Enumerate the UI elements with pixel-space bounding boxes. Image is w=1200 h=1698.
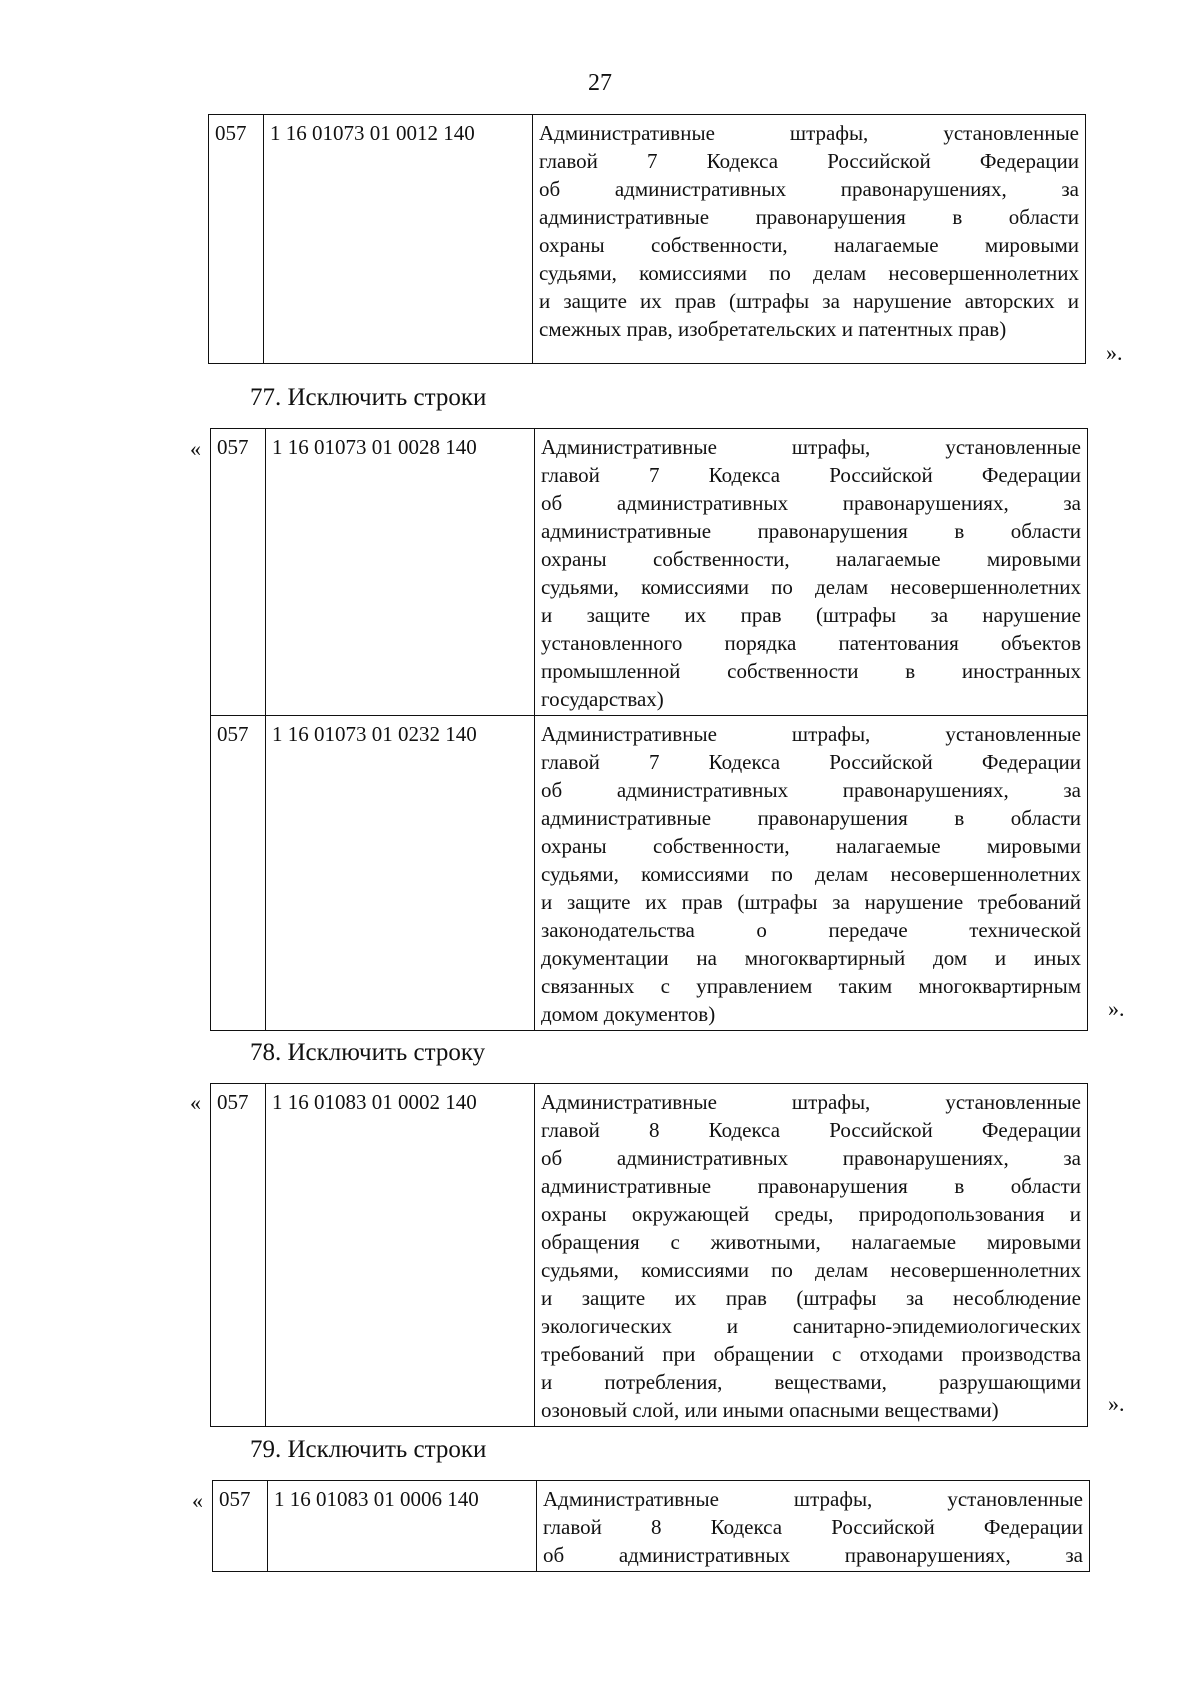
opening-quote: « xyxy=(190,436,201,461)
cell-kbk: 1 16 01083 01 0006 140 xyxy=(268,1481,537,1572)
description-line: Административные штрафы, установленные xyxy=(541,722,1081,746)
description-line: и потребления, веществами, разрушающими xyxy=(541,1370,1081,1394)
description-line: и защите их прав (штрафы за нарушение требований xyxy=(541,890,1081,914)
description-line: Административные штрафы, установленные xyxy=(541,1090,1081,1114)
cell-code: 057 xyxy=(211,716,266,1031)
cell-code: 057 xyxy=(211,429,266,716)
cell-kbk: 1 16 01083 01 0002 140 xyxy=(266,1084,535,1427)
table-row xyxy=(211,716,1088,1031)
description-line: об административных правонарушениях, за xyxy=(541,491,1081,515)
description-line: главой 8 Кодекса Российской Федерации xyxy=(541,1118,1081,1142)
cell-code: 057 xyxy=(213,1481,268,1572)
description-line: озоновый слой, или иными опасными веществами) xyxy=(541,1398,999,1422)
description-line: об административных правонарушениях, за xyxy=(541,778,1081,802)
opening-quote: « xyxy=(190,1090,201,1115)
closing-quote: ». xyxy=(1106,340,1123,365)
description-line: судьями, комиссиями по делам несовершеннолетних xyxy=(541,1258,1081,1282)
cell-description xyxy=(535,429,1088,716)
description-line: документации на многоквартирный дом и иных xyxy=(541,946,1081,970)
cell-description xyxy=(535,1084,1088,1427)
description-line: государствах) xyxy=(541,687,664,711)
heading-79: 79. Исключить строки xyxy=(250,1436,487,1463)
cell-kbk: 1 16 01073 01 0028 140 xyxy=(266,429,535,716)
description-line: обращения с животными, налагаемые мировыми xyxy=(541,1230,1081,1254)
description-line: требований при обращении с отходами производства xyxy=(541,1342,1081,1366)
description-line: смежных прав, изобретательских и патентных прав) xyxy=(539,317,1007,341)
description-line: об административных правонарушениях, за xyxy=(543,1543,1083,1567)
description-line: судьями, комиссиями по делам несовершеннолетних xyxy=(539,261,1079,285)
cell-code: 057 xyxy=(209,115,264,364)
description-line: и защите их прав (штрафы за нарушение авторских и xyxy=(539,289,1079,313)
description-line: и защите их прав (штрафы за несоблюдение xyxy=(541,1286,1081,1310)
description-line: судьями, комиссиями по делам несовершеннолетних xyxy=(541,862,1081,886)
description-line: охраны собственности, налагаемые мировыми xyxy=(539,233,1079,257)
cell-code: 057 xyxy=(211,1084,266,1427)
description-line: экологических и санитарно-эпидемиологических xyxy=(541,1314,1081,1338)
description-line: охраны собственности, налагаемые мировыми xyxy=(541,547,1081,571)
cell-kbk: 1 16 01073 01 0012 140 xyxy=(264,115,533,364)
description-line: и защите их прав (штрафы за нарушение xyxy=(541,603,1081,627)
heading-77: 77. Исключить строки xyxy=(250,384,487,411)
description-line: Административные штрафы, установленные xyxy=(543,1487,1083,1511)
table-row xyxy=(211,429,1088,716)
table-section-79 xyxy=(212,1480,1090,1572)
page-number: 27 xyxy=(588,70,612,96)
description-line: административные правонарушения в области xyxy=(541,806,1081,830)
description-line: Административные штрафы, установленные xyxy=(541,435,1081,459)
description-line: главой 7 Кодекса Российской Федерации xyxy=(541,750,1081,774)
cell-description xyxy=(535,716,1088,1031)
cell-description xyxy=(537,1481,1090,1572)
closing-quote: ». xyxy=(1108,1391,1125,1416)
table-row xyxy=(209,115,1086,364)
table-continuation xyxy=(208,114,1086,364)
description-line: административные правонарушения в области xyxy=(539,205,1079,229)
description-line: связанных с управлением таким многоквартирным xyxy=(541,974,1081,998)
table-row xyxy=(211,1084,1088,1427)
heading-78: 78. Исключить строку xyxy=(250,1039,486,1066)
description-line: охраны собственности, налагаемые мировыми xyxy=(541,834,1081,858)
description-line: об административных правонарушениях, за xyxy=(539,177,1079,201)
description-line: Административные штрафы, установленные xyxy=(539,121,1079,145)
description-line: главой 7 Кодекса Российской Федерации xyxy=(539,149,1079,173)
opening-quote: « xyxy=(192,1488,203,1513)
description-line: административные правонарушения в области xyxy=(541,519,1081,543)
cell-kbk: 1 16 01073 01 0232 140 xyxy=(266,716,535,1031)
description-line: охраны окружающей среды, природопользования и xyxy=(541,1202,1081,1226)
table-row xyxy=(213,1481,1090,1572)
description-line: установленного порядка патентования объектов xyxy=(541,631,1081,655)
description-line: законодательства о передаче технической xyxy=(541,918,1081,942)
table-section-78 xyxy=(210,1083,1088,1427)
table-section-77 xyxy=(210,428,1088,1031)
description-line: промышленной собственности в иностранных xyxy=(541,659,1081,683)
closing-quote: ». xyxy=(1108,996,1125,1021)
description-line: судьями, комиссиями по делам несовершеннолетних xyxy=(541,575,1081,599)
description-line: домом документов) xyxy=(541,1002,716,1026)
description-line: об административных правонарушениях, за xyxy=(541,1146,1081,1170)
description-line: главой 8 Кодекса Российской Федерации xyxy=(543,1515,1083,1539)
cell-description xyxy=(533,115,1086,364)
description-line: административные правонарушения в области xyxy=(541,1174,1081,1198)
description-line: главой 7 Кодекса Российской Федерации xyxy=(541,463,1081,487)
